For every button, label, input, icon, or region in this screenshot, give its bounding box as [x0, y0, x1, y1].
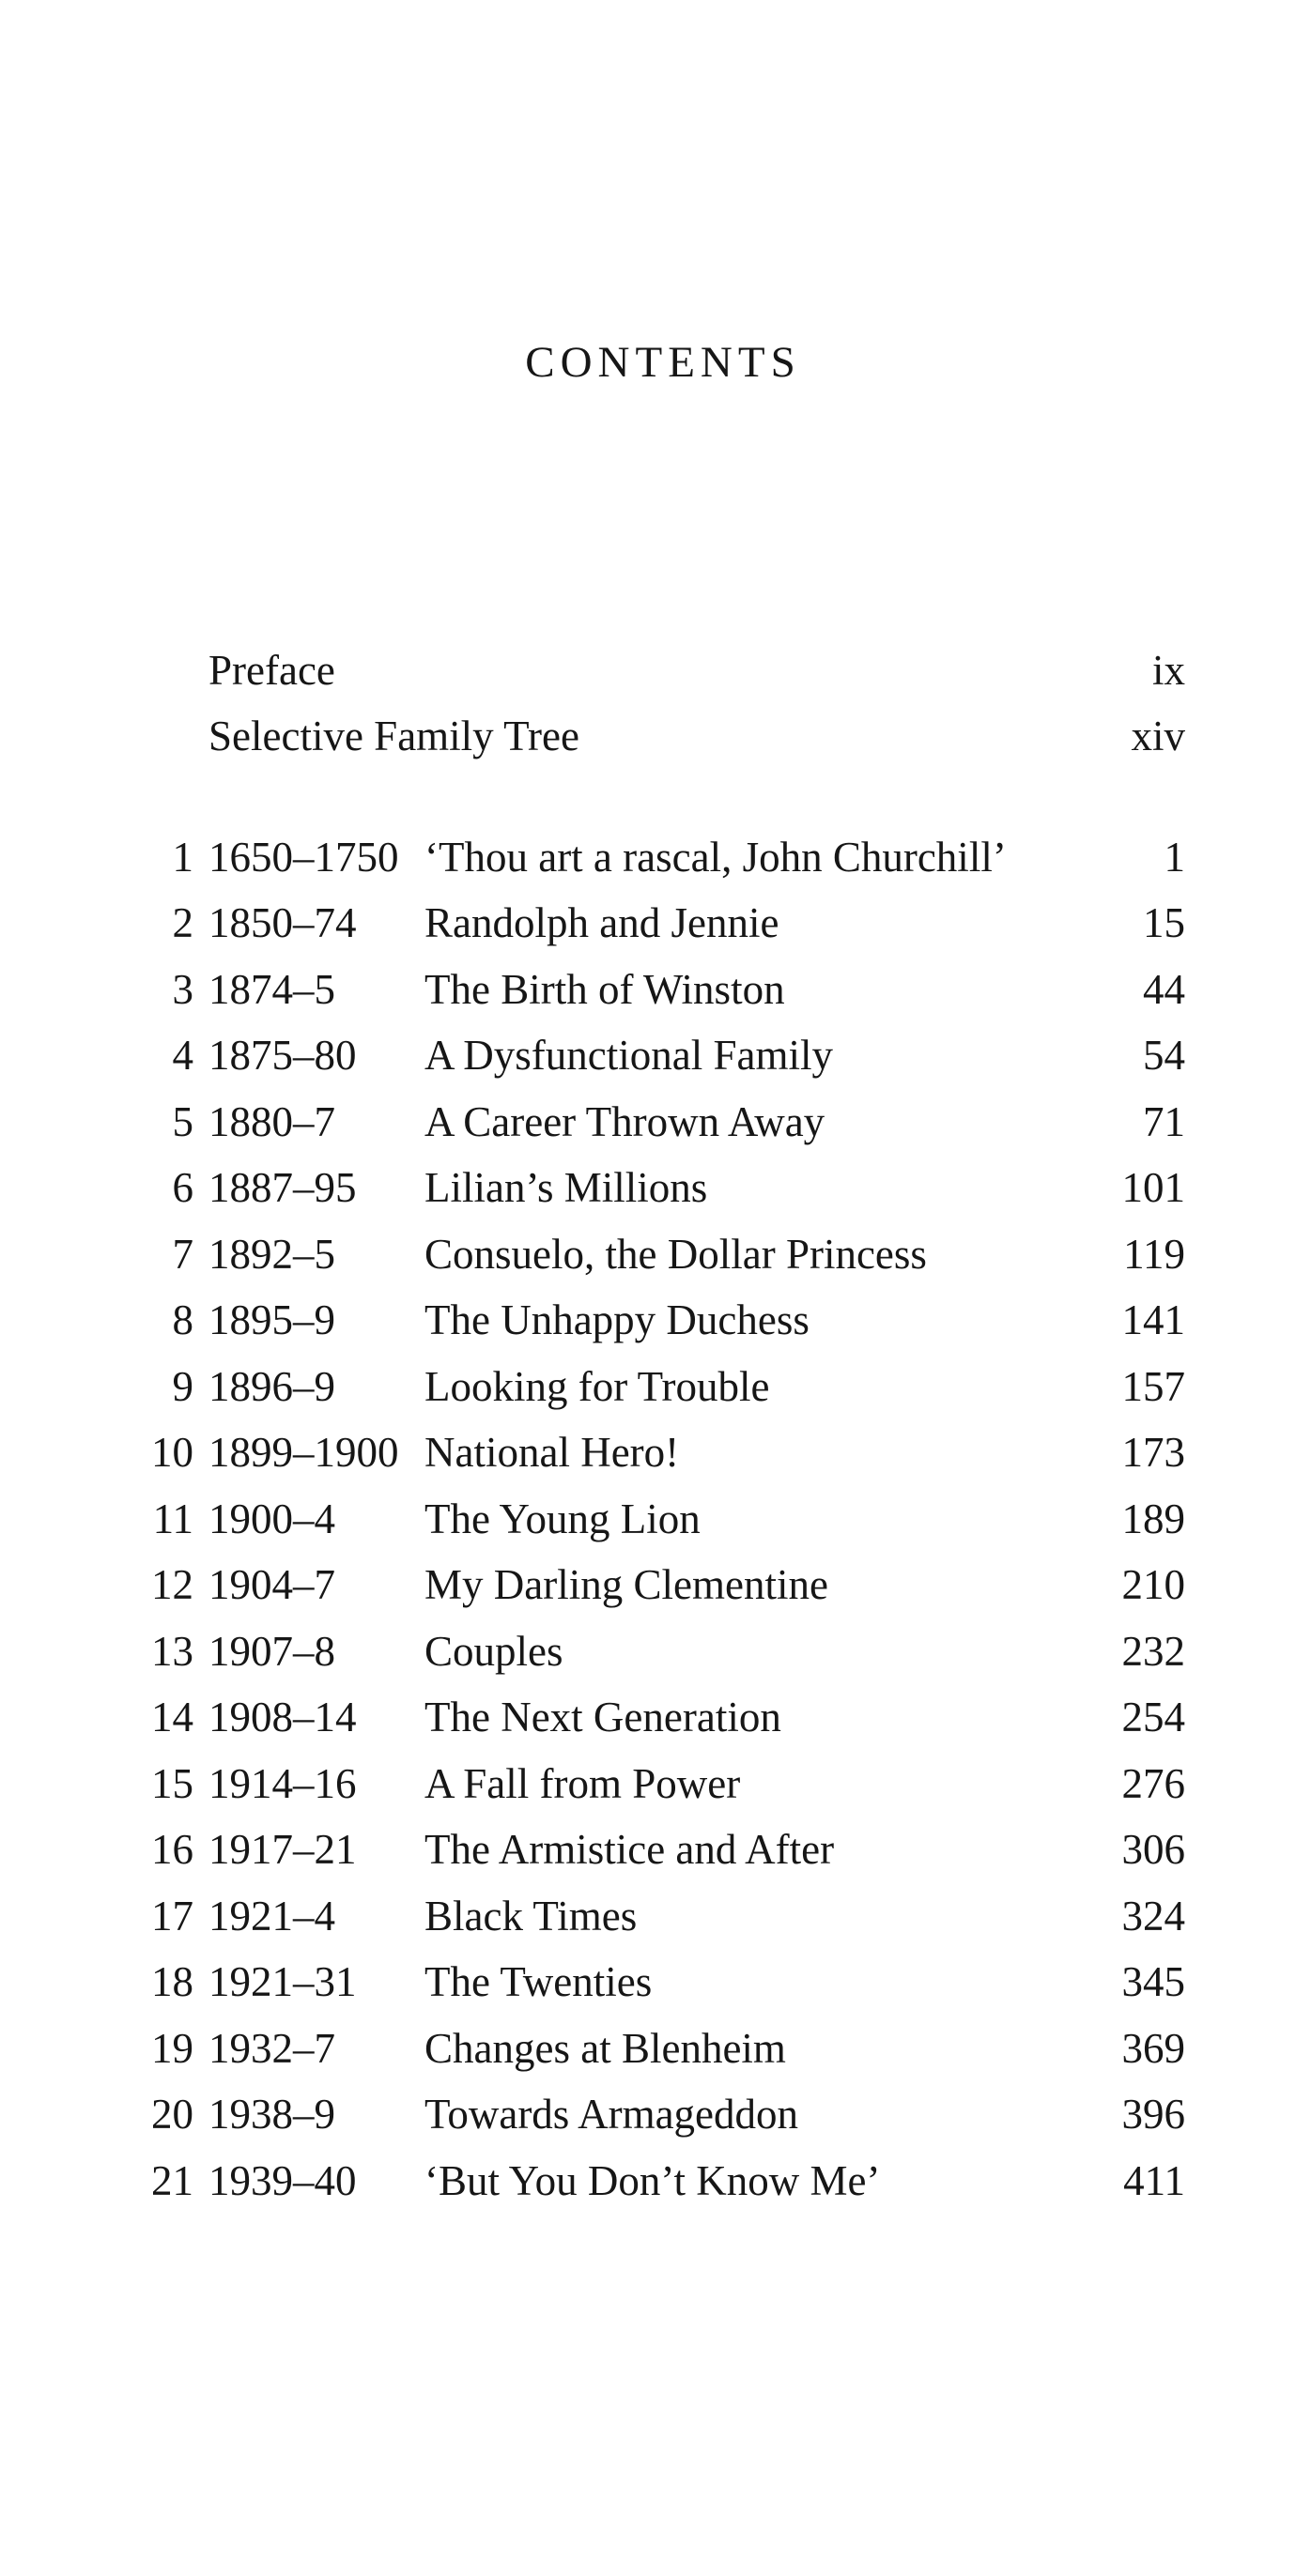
chapter-page-number: 141 — [1121, 1296, 1185, 1344]
chapter-years: 1917–21 — [208, 1826, 357, 1874]
chapter-row — [141, 1685, 1185, 1752]
chapter-title: Randolph and Jennie — [424, 899, 779, 947]
front-matter-page-number: ix — [1151, 646, 1185, 694]
chapter-page-number: 173 — [1121, 1429, 1185, 1477]
chapter-row — [141, 1883, 1185, 1950]
chapter-row — [141, 2016, 1185, 2082]
chapter-title: The Twenties — [424, 1958, 653, 2006]
chapter-number: 10 — [151, 1429, 193, 1477]
chapter-title: My Darling Clementine — [424, 1561, 828, 1609]
chapter-page-number: 101 — [1121, 1164, 1185, 1212]
chapter-years: 1900–4 — [208, 1495, 335, 1542]
chapter-list — [141, 824, 1185, 2215]
chapter-title: A Fall from Power — [424, 1759, 741, 1807]
chapter-page-number: 254 — [1121, 1694, 1185, 1741]
chapter-title: Looking for Trouble — [424, 1362, 770, 1410]
chapter-title: ‘Thou art a rascal, John Churchill’ — [424, 833, 1007, 881]
chapter-years: 1850–74 — [208, 899, 357, 947]
chapter-page-number: 44 — [1143, 965, 1185, 1013]
chapter-years: 1880–7 — [208, 1097, 335, 1145]
chapter-title: The Birth of Winston — [424, 965, 785, 1013]
chapter-page-number: 369 — [1121, 2024, 1185, 2072]
chapter-page-number: 232 — [1121, 1627, 1185, 1675]
chapter-years: 1921–31 — [208, 1958, 357, 2006]
front-matter-row — [141, 704, 1185, 771]
chapter-row — [141, 824, 1185, 891]
chapter-row — [141, 1089, 1185, 1156]
chapter-number: 17 — [151, 1892, 193, 1940]
chapter-number: 1 — [172, 833, 193, 881]
chapter-years: 1938–9 — [208, 2091, 335, 2139]
chapter-page-number: 411 — [1123, 2156, 1185, 2204]
chapter-number: 19 — [151, 2024, 193, 2072]
chapter-number: 7 — [172, 1230, 193, 1278]
chapter-years: 1887–95 — [208, 1164, 357, 1212]
chapter-title: Consuelo, the Dollar Princess — [424, 1230, 927, 1278]
chapter-years: 1932–7 — [208, 2024, 335, 2072]
chapter-years: 1908–14 — [208, 1694, 357, 1741]
chapter-row — [141, 1618, 1185, 1685]
chapter-years: 1921–4 — [208, 1892, 335, 1940]
chapter-page-number: 189 — [1121, 1495, 1185, 1542]
chapter-page-number: 15 — [1143, 899, 1185, 947]
chapter-number: 12 — [151, 1561, 193, 1609]
chapter-title: National Hero! — [424, 1429, 680, 1477]
chapter-title: The Unhappy Duchess — [424, 1296, 810, 1344]
chapter-row — [141, 1023, 1185, 1090]
chapter-page-number: 119 — [1123, 1230, 1185, 1278]
chapter-number: 16 — [151, 1826, 193, 1874]
chapter-number: 5 — [172, 1097, 193, 1145]
chapter-title: ‘But You Don’t Know Me’ — [424, 2156, 881, 2204]
chapter-page-number: 396 — [1121, 2091, 1185, 2139]
chapter-years: 1899–1900 — [208, 1429, 399, 1477]
chapter-years: 1875–80 — [208, 1032, 357, 1080]
chapter-years: 1896–9 — [208, 1362, 335, 1410]
chapter-page-number: 345 — [1121, 1958, 1185, 2006]
chapter-number: 2 — [172, 899, 193, 947]
chapter-number: 9 — [172, 1362, 193, 1410]
chapter-page-number: 71 — [1143, 1097, 1185, 1145]
chapter-years: 1907–8 — [208, 1627, 335, 1675]
contents-page — [141, 336, 1185, 2215]
chapter-years: 1892–5 — [208, 1230, 335, 1278]
chapter-years: 1650–1750 — [208, 833, 399, 881]
chapter-page-number: 157 — [1121, 1362, 1185, 1410]
chapter-row — [141, 1156, 1185, 1222]
front-matter-list — [141, 637, 1185, 770]
chapter-row — [141, 891, 1185, 958]
chapter-years: 1874–5 — [208, 965, 335, 1013]
chapter-row — [141, 1221, 1185, 1288]
front-matter-row — [141, 637, 1185, 704]
chapter-number: 8 — [172, 1296, 193, 1344]
chapter-page-number: 210 — [1121, 1561, 1185, 1609]
chapter-row — [141, 1486, 1185, 1553]
chapter-page-number: 324 — [1121, 1892, 1185, 1940]
chapter-row — [141, 2082, 1185, 2149]
chapter-number: 15 — [151, 1759, 193, 1807]
chapter-row — [141, 1288, 1185, 1355]
chapter-row — [141, 1950, 1185, 2016]
front-matter-label: Preface — [208, 646, 335, 694]
chapter-page-number: 54 — [1143, 1032, 1185, 1080]
chapter-title: Black Times — [424, 1892, 638, 1940]
chapter-number: 11 — [152, 1495, 193, 1542]
chapter-row — [141, 1751, 1185, 1817]
chapter-number: 4 — [172, 1032, 193, 1080]
chapter-title: Lilian’s Millions — [424, 1164, 708, 1212]
page-title: CONTENTS — [525, 338, 801, 387]
chapter-number: 21 — [151, 2156, 193, 2204]
chapter-page-number: 306 — [1121, 1826, 1185, 1874]
chapter-number: 6 — [172, 1164, 193, 1212]
chapter-row — [141, 1817, 1185, 1884]
chapter-title: Towards Armageddon — [424, 2091, 799, 2139]
chapter-number: 13 — [151, 1627, 193, 1675]
chapter-title: A Dysfunctional Family — [424, 1032, 833, 1080]
chapter-title: Changes at Blenheim — [424, 2024, 786, 2072]
chapter-number: 18 — [151, 1958, 193, 2006]
chapter-years: 1939–40 — [208, 2156, 357, 2204]
chapter-years: 1904–7 — [208, 1561, 335, 1609]
chapter-years: 1895–9 — [208, 1296, 335, 1344]
front-matter-label: Selective Family Tree — [208, 713, 579, 760]
chapter-page-number: 1 — [1164, 833, 1185, 881]
chapter-row — [141, 1354, 1185, 1420]
chapter-page-number: 276 — [1121, 1759, 1185, 1807]
chapter-number: 3 — [172, 965, 193, 1013]
chapter-title: The Next Generation — [424, 1694, 781, 1741]
chapter-row — [141, 1420, 1185, 1487]
chapter-years: 1914–16 — [208, 1759, 357, 1807]
chapter-row — [141, 957, 1185, 1023]
front-matter-page-number: xiv — [1131, 713, 1185, 760]
chapter-row — [141, 1553, 1185, 1619]
chapter-number: 20 — [151, 2091, 193, 2139]
chapter-title: The Armistice and After — [424, 1826, 835, 1874]
chapter-title: Couples — [424, 1627, 563, 1675]
chapter-row — [141, 2148, 1185, 2215]
chapter-title: The Young Lion — [424, 1495, 701, 1542]
chapter-title: A Career Thrown Away — [424, 1097, 825, 1145]
chapter-number: 14 — [151, 1694, 193, 1741]
